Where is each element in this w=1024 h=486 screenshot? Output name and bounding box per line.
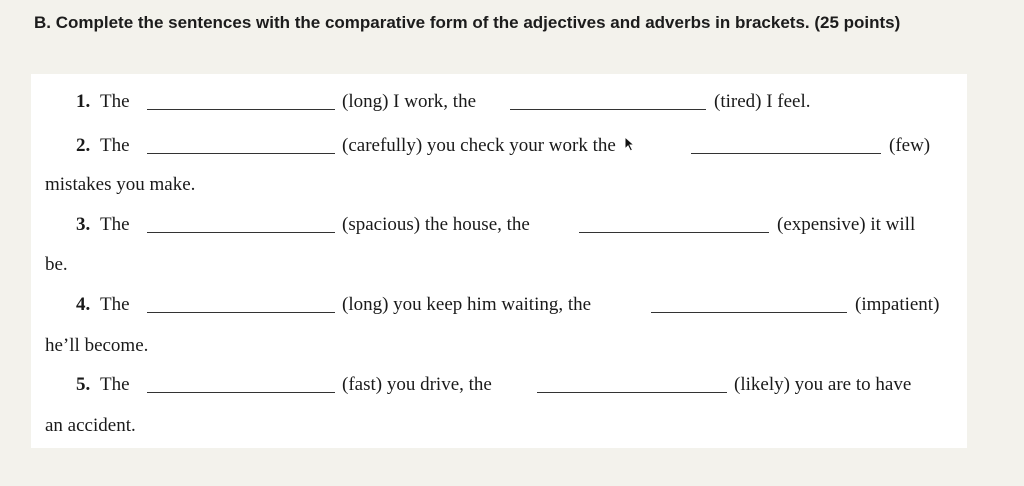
cue-text-2: (expensive) it will	[777, 214, 916, 235]
cue-text-1: (carefully) you check your work the	[342, 135, 616, 156]
sentence-5-continuation	[31, 412, 967, 440]
cue-text-1: (long) I work, the	[342, 91, 477, 112]
cue-text-1: (spacious) the house, the	[342, 214, 530, 235]
continuation-text: be.	[45, 254, 68, 275]
sentence-4-continuation	[31, 332, 967, 360]
sentence-start: The	[100, 374, 130, 395]
sentence-start: The	[100, 294, 130, 315]
sentence-3	[31, 211, 967, 239]
sentence-1	[31, 88, 967, 116]
sentence-start: The	[100, 135, 130, 156]
answer-blank-2b[interactable]	[691, 153, 881, 154]
sentence-2	[31, 132, 967, 160]
item-number: 1.	[76, 91, 91, 112]
cue-text-2: (tired) I feel.	[714, 91, 811, 112]
sentence-2-continuation	[31, 171, 967, 199]
sentence-start: The	[100, 91, 130, 112]
exercise-panel	[31, 74, 967, 448]
answer-blank-1b[interactable]	[510, 109, 706, 110]
cue-text-1: (long) you keep him waiting, the	[342, 294, 592, 315]
answer-blank-3b[interactable]	[579, 232, 769, 233]
cue-text-2: (likely) you are to have	[734, 374, 912, 395]
continuation-text: an accident.	[45, 415, 136, 436]
continuation-text: he’ll become.	[45, 335, 149, 356]
cue-text-2: (impatient)	[855, 294, 940, 315]
answer-blank-4b[interactable]	[651, 312, 847, 313]
item-number: 5.	[76, 374, 91, 395]
mouse-cursor-icon	[624, 136, 636, 152]
sentence-5	[31, 371, 967, 399]
answer-blank-5a[interactable]	[147, 392, 335, 393]
answer-blank-4a[interactable]	[147, 312, 335, 313]
item-number: 3.	[76, 214, 91, 235]
cue-text-2: (few)	[889, 135, 931, 156]
item-number: 2.	[76, 135, 91, 156]
sentence-3-continuation	[31, 251, 967, 279]
answer-blank-5b[interactable]	[537, 392, 727, 393]
item-number: 4.	[76, 294, 91, 315]
answer-blank-3a[interactable]	[147, 232, 335, 233]
continuation-text: mistakes you make.	[45, 174, 196, 195]
answer-blank-2a[interactable]	[147, 153, 335, 154]
sentence-4	[31, 291, 967, 319]
answer-blank-1a[interactable]	[147, 109, 335, 110]
sentence-start: The	[100, 214, 130, 235]
exercise-heading: B. Complete the sentences with the comparative form of the adjectives and adverbs in brackets. (25 points)	[34, 13, 901, 32]
cue-text-1: (fast) you drive, the	[342, 374, 492, 395]
